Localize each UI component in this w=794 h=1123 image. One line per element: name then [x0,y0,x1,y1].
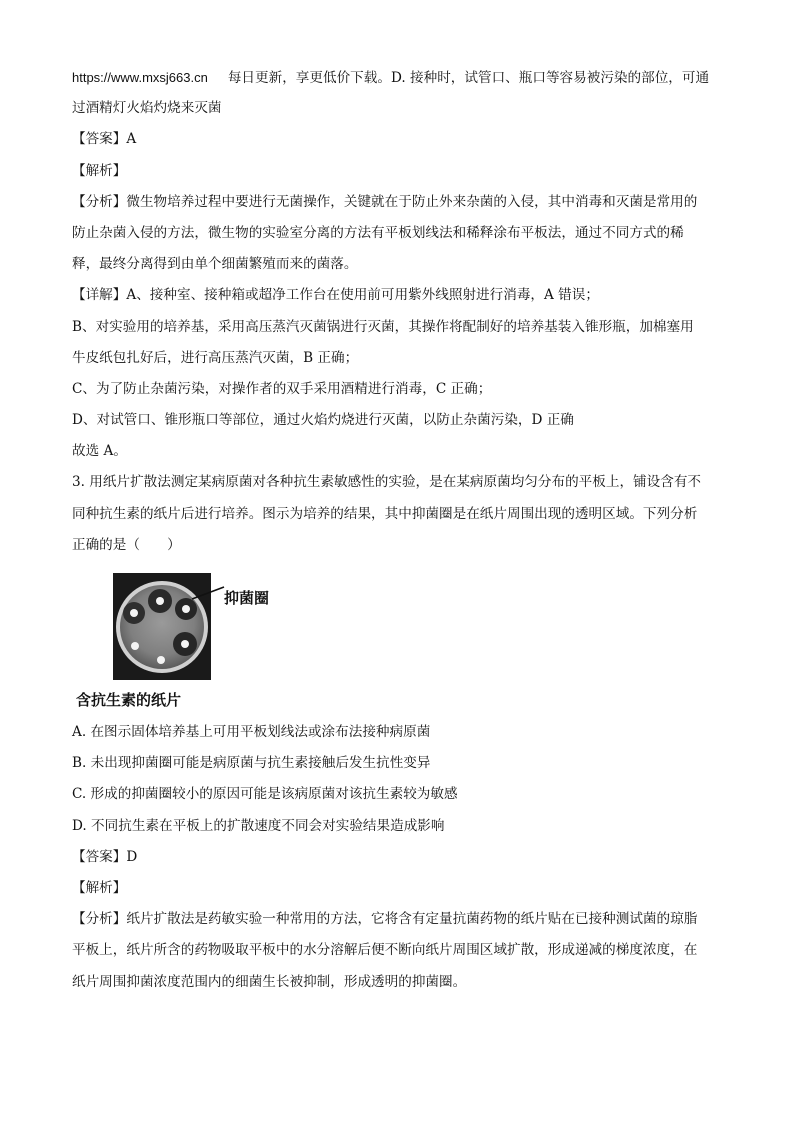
document-page [72,62,722,998]
option-c: C. 形成的抑菌圈较小的原因可能是该病原菌对该抗生素较为敏感 [72,786,458,803]
q2-answer: 【答案】A [72,131,137,148]
q3-analysis-line-3: 纸片周围抑菌浓度范围内的细菌生长被抑制，形成透明的抑菌圈。 [72,973,467,990]
label-inhibition-zone: 抑菌圈 [224,589,270,607]
antibiotic-disc-no-zone-left [131,642,139,650]
q2-detail-line-3: 牛皮纸包扎好后，进行高压蒸汽灭菌，B 正确； [72,349,359,366]
q2-detail-line-4: C、为了防止杂菌污染，对操作者的双手采用酒精进行消毒，C 正确； [72,380,492,397]
q3-answer: 【答案】D [72,848,138,865]
continuation-text-2: 过酒精灯火焰灼烧来灭菌 [72,100,222,117]
option-d: D. 不同抗生素在平板上的扩散速度不同会对实验结果造成影响 [72,817,445,834]
q3-stem-line-2: 同种抗生素的纸片后进行培养。图示为培养的结果，其中抑菌圈是在纸片周围出现的透明区域。下列分析 [72,505,698,522]
antibiotic-disc-left [130,609,138,617]
q3-stem-line-1: 3. 用纸片扩散法测定某病原菌对各种抗生素敏感性的实验，是在某病原菌均匀分布的平板上，铺设含有不 [72,474,702,491]
q3-stem-line-3: 正确的是（ ） [72,536,181,553]
continuation-text-1: 每日更新，享更低价下载。D. 接种时，试管口、瓶口等容易被污染的部位，可通 [227,70,710,86]
q2-conclusion: 故选 A。 [72,443,127,460]
header-line [72,62,722,93]
q3-analysis-line-1: 【分析】纸片扩散法是药敏实验一种常用的方法，它将含有定量抗菌药物的纸片贴在已接种测试菌的琼脂 [72,911,698,928]
source-url[interactable]: https://www.mxsj663.cn [72,70,208,85]
q2-analysis-line-1: 【分析】微生物培养过程中要进行无菌操作，关键就在于防止外来杂菌的入侵，其中消毒和灭菌是常用的 [72,193,698,210]
q2-analysis-title: 【解析】 [72,162,127,179]
option-a: A. 在图示固体培养基上可用平板划线法或涂布法接种病原菌 [72,724,431,740]
option-b: B. 未出现抑菌圈可能是病原菌与抗生素接触后发生抗性变异 [72,755,431,772]
antibiotic-disc-right-upper [182,605,190,613]
q3-analysis-line-2: 平板上，纸片所含的药物吸取平板中的水分溶解后便不断向纸片周围区域扩散，形成递减的梯度浓度，在 [72,942,698,959]
petri-dish-figure [72,573,722,713]
q2-detail-line-1: 【详解】A、接种室、接种箱或超净工作台在使用前可用紫外线照射进行消毒，A 错误； [72,287,599,304]
q3-analysis-title: 【解析】 [72,879,127,896]
q2-analysis-line-2: 防止杂菌入侵的方法，微生物的实验室分离的方法有平板划线法和稀释涂布平板法，通过不同方式的稀 [72,224,684,241]
pointer-line [190,583,226,603]
antibiotic-disc-top [156,597,164,605]
q2-detail-line-5: D、对试管口、锥形瓶口等部位，通过火焰灼烧进行灭菌，以防止杂菌污染，D 正确 [72,412,574,429]
antibiotic-disc-no-zone-bottom [157,656,165,664]
q2-detail-line-2: B、对实验用的培养基，采用高压蒸汽灭菌锅进行灭菌，其操作将配制好的培养基装入锥形瓶，加棉塞用 [72,318,694,335]
q2-analysis-line-3: 释，最终分离得到由单个细菌繁殖而来的菌落。 [72,256,358,273]
antibiotic-disc-right-lower [181,640,189,648]
label-antibiotic-disc: 含抗生素的纸片 [76,691,182,709]
